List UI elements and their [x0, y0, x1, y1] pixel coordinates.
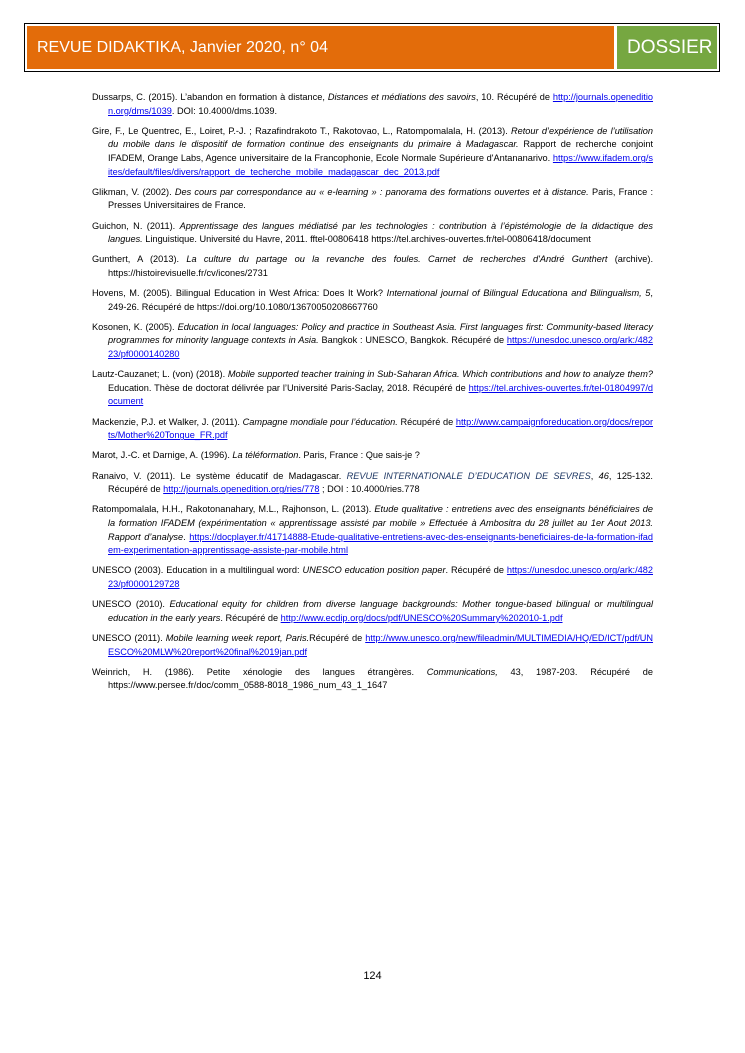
ref-gire: [92, 125, 653, 179]
reference-journal: REVUE INTERNATIONALE D’EDUCATION DE SEVRES: [346, 470, 591, 481]
reference-link[interactable]: https://unesdoc.unesco.org/ark:/48223/pf0000140280: [108, 335, 653, 360]
ref-dussarps: [92, 91, 653, 118]
reference-text: , 125-132. Récupéré de: [108, 470, 653, 495]
reference-title: Des cours par correspondance au « e-learning » : panorama des formations ouvertes et à distance.: [174, 186, 589, 197]
ref-lautz-cauzanet: [92, 368, 653, 409]
reference-title: La culture du partage ou la revanche des foules. Carnet de recherches d'André Gunthert: [186, 254, 608, 265]
reference-text: . Paris, France : Que sais-je ?: [298, 450, 420, 461]
ref-guichon: [92, 220, 653, 247]
reference-text: UNESCO (2003). Education in a multilingual word:: [92, 565, 303, 576]
reference-text: Récupéré de: [309, 632, 366, 643]
reference-title: Mobile learning week report, Paris.: [165, 632, 310, 643]
reference-text: (archive). https://histoirevisuelle.fr/cv/icones/2731: [108, 254, 654, 278]
reference-text: Dussarps, C. (2015). L’abandon en formation à distance,: [92, 92, 328, 102]
reference-title: Mobile supported teacher training in Sub-Saharan Africa. Which contributions and how to analyze them?: [227, 369, 653, 380]
reference-text: , 249-26. Récupéré de https://doi.org/10.1080/13670050208667760: [108, 288, 653, 312]
reference-text: Weinrich, H. (1986). Petite xénologie des langues étrangères.: [92, 666, 427, 677]
reference-text: Education. Thèse de doctorat délivrée par l’Université Paris-Saclay, 2018. Récupéré de: [108, 382, 469, 393]
reference-text: Linguistique. Université du Havre, 2011. fftel-00806418 https://tel.archives-ouvertes.fr/tel-00806418/document: [142, 234, 591, 245]
reference-list: [92, 91, 653, 699]
reference-title: Communications,: [426, 666, 498, 677]
reference-title: La téléformation: [232, 450, 299, 461]
ref-mackenzie: [92, 416, 653, 443]
reference-text: Ratompomalala, H.H., Rakotonanahary, M.L., Rajhonson, L. (2013).: [92, 504, 375, 515]
reference-title: Education in local languages: Policy and practice in Southeast Asia. First languages first: Community-based literacy programmes for minority language contexts in Asia.: [108, 321, 654, 346]
reference-title: UNESCO education position paper: [302, 565, 446, 576]
ref-unesco-2003: [92, 564, 653, 591]
reference-text: , 10. Récupéré de: [475, 92, 553, 102]
reference-text: Gire, F., Le Quentrec, E., Loiret, P.-J. ; Razafindrakoto T., Rakotovao, L., Ratompomalala, H. (2013).: [92, 125, 511, 136]
reference-text: Récupéré de: [397, 416, 456, 427]
reference-text: . Récupéré de: [445, 565, 507, 576]
reference-title: Educational equity for children from diverse language backgrounds: Mother tongue-based bilingual or multilingual education in the early years: [108, 599, 653, 623]
reference-title: 46: [598, 470, 609, 481]
reference-link[interactable]: http://journals.openedition.org/ries/778: [163, 484, 320, 495]
reference-text: . DOI: 10.4000/dms.1039.: [171, 105, 278, 116]
reference-text: Lautz-Cauzanet; L. (von) (2018).: [92, 369, 228, 380]
reference-link[interactable]: http://www.campaignforeducation.org/docs/reports/Mother%20Tongue_FR.pdf: [108, 416, 654, 441]
ref-gunthert: [92, 253, 653, 280]
ref-weinrich: [92, 666, 653, 693]
ref-unesco-2010: [92, 598, 653, 625]
reference-link[interactable]: https://docplayer.fr/41714888-Etude-qualitative-entretiens-avec-des-enseignants-beneficiaires-de-la-formation-ifadem-experimentation-apprentissage-assiste-par-mobile.html: [108, 531, 654, 556]
ref-kosonen: [92, 321, 653, 362]
reference-title: Retour d’expérience de l’utilisation du mobile dans le dispositif de formation continue des enseignants du primaire à Madagascar.: [108, 125, 653, 150]
reference-title: Campagne mondiale pour l’éducation.: [242, 416, 398, 427]
reference-text: UNESCO (2011).: [92, 632, 166, 643]
reference-title: International journal of Bilingual Educationa and Bilingualism, 5: [386, 288, 651, 299]
reference-link[interactable]: http://www.unesco.org/new/fileadmin/MULTIMEDIA/HQ/ED/ICT/pdf/UNESCO%20MLW%20report%20final%2019jan.pdf: [108, 632, 654, 657]
reference-text: .: [183, 531, 190, 542]
reference-text: . Récupéré de: [220, 612, 281, 623]
journal-title: REVUE DIDAKTIKA, Janvier 2020, n° 04: [27, 26, 614, 69]
reference-title: Apprentissage des langues médiatisé par les technologies : contribution à l’épistémologie de la didactique des langues.: [108, 220, 654, 245]
reference-title: Distances et médiations des savoirs: [327, 92, 476, 102]
reference-text: UNESCO (2010).: [92, 599, 170, 610]
reference-link[interactable]: https://www.ifadem.org/sites/default/files/divers/rapport_de_techerche_mobile_madagascar_dec_2013.pdf: [108, 152, 653, 177]
page-number: 124: [363, 970, 382, 982]
page-header: [24, 23, 720, 72]
reference-text: Marot, J.-C. et Darnige, A. (1996).: [92, 450, 233, 461]
reference-text: 43, 1987-203. Récupéré de https://www.persee.fr/doc/comm_0588-8018_1986_num_43_1_1647: [108, 666, 654, 691]
ref-glikman: [92, 186, 653, 213]
reference-text: Glikman, V. (2002).: [92, 186, 175, 197]
reference-text: ,: [590, 470, 599, 481]
reference-text: Gunthert, A (2013).: [92, 254, 187, 265]
reference-text: ; DOI : 10.4000/ries.778: [319, 484, 420, 495]
ref-hovens: [92, 287, 653, 314]
ref-marot: [92, 449, 653, 463]
reference-text: Bangkok : UNESCO, Bangkok. Récupéré de: [318, 335, 507, 346]
reference-text: Hovens, M. (2005). Bilingual Education in West Africa: Does It Work?: [92, 288, 387, 299]
reference-text: Mackenzie, P.J. et Walker, J. (2011).: [92, 416, 243, 427]
reference-link[interactable]: https://unesdoc.unesco.org/ark:/48223/pf0000129728: [108, 565, 653, 589]
reference-link[interactable]: http://journals.openedition.org/dms/1039: [108, 92, 654, 116]
reference-text: Guichon, N. (2011).: [92, 220, 180, 231]
ref-ranaivo: [92, 470, 653, 497]
reference-link[interactable]: https://tel.archives-ouvertes.fr/tel-01804997/document: [108, 382, 653, 407]
ref-ratompomalala: [92, 503, 653, 557]
section-label: DOSSIER: [617, 26, 717, 69]
reference-text: Paris, France : Presses Universitaires de France.: [108, 186, 654, 211]
reference-text: Kosonen, K. (2005).: [92, 321, 178, 332]
ref-unesco-2011: [92, 632, 653, 659]
reference-link[interactable]: http://www.ecdip.org/docs/pdf/UNESCO%20Summary%202010-1.pdf: [280, 612, 563, 623]
reference-text: Ranaivo, V. (2011). Le système éducatif de Madagascar.: [92, 470, 347, 481]
reference-text: Rapport de recherche conjoint IFADEM, Orange Labs, Agence universitaire de la Francophonie, Ecole Normale Supérieure d'Antananarivo.: [108, 139, 653, 163]
reference-title: Etude qualitative : entretiens avec des enseignants bénéficiaires de la formation IFADEM (expérimentation « apprentissage assisté par mobile » Effectuée à Ambositra du 28 juillet au 1er Aout 2013. Rapport d’analyse: [108, 504, 653, 542]
